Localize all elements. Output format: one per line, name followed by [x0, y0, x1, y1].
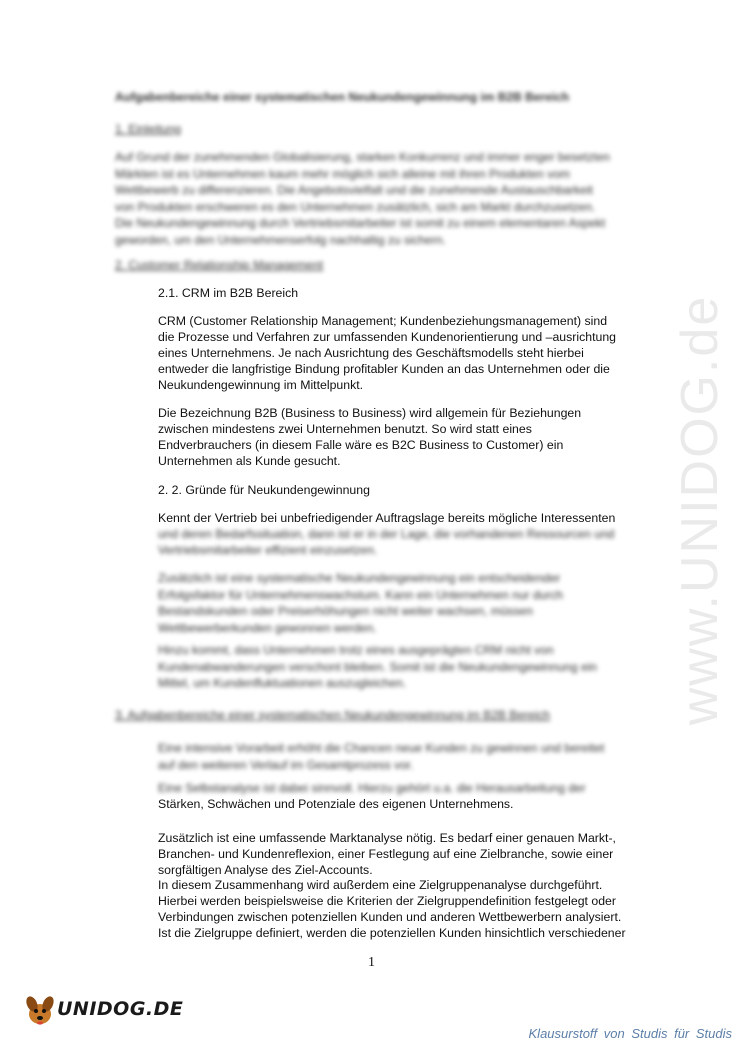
text-line: In diesem Zusammenhang wird außerdem eine Zielgruppenanalyse durchgeführt. — [158, 878, 603, 892]
text-line: Zusätzlich ist eine systematische Neukundengewinnung ein entscheidender — [158, 571, 561, 585]
watermark — [640, 250, 750, 770]
logo-text: UNIDOG.DE — [57, 998, 184, 1020]
text-line: Hierbei werden beispielsweise die Kriterien der Zielgruppendefinition festgelegt oder — [158, 894, 616, 908]
text-line: Endverbrauchers (in diesem Falle wäre es B2C Business to Customer) ein — [158, 438, 564, 452]
text-line: Erfolgsfaktor für Unternehmenswachstum. Kann ein Unternehmen nur durch — [158, 587, 563, 602]
text-line: die Prozesse und Verfahren zur umfassenden Kundenorientierung und –ausrichtung — [158, 330, 617, 344]
text-line: entweder die langfristige Bindung profitabler Kunden an das Unternehmen oder die — [158, 362, 610, 376]
text-line: und deren Bedarfssituation, dann ist er in der Lage, die vorhandenen Ressourcen und — [158, 527, 615, 541]
text-line: zwischen mindestens zwei Unternehmen benutzt. So wird statt eines — [158, 422, 532, 436]
watermark-text: www.UNIDOG.de — [671, 294, 729, 726]
text-line: Verbindungen zwischen potenziellen Kunden und anderen Wettbewerbern analysiert. — [158, 910, 622, 924]
text-line: Wettbewerberkunden gewonnen werden. — [158, 620, 377, 635]
text-line: CRM (Customer Relationship Management; Kundenbeziehungsmanagement) sind — [158, 314, 608, 328]
dog-icon — [22, 992, 58, 1028]
text-line: Bestandskunden oder Preiserhöhungen nicht weiter wachsen, müssen — [158, 604, 533, 618]
text-line: Eine intensive Vorarbeit erhöht die Chancen neue Kunden zu gewinnen und bereitet — [158, 741, 605, 755]
text-line: Kundenabwanderungen verschont bleiben. Somit ist die Neukundengewinnung ein — [158, 659, 597, 674]
text-line: geworden, um den Unternehmenserfolg nachhaltig zu sichern. — [115, 232, 446, 247]
paragraph-selfanalysis-second-line: Stärken, Schwächen und Potenziale des eigenen Unternehmens. — [158, 797, 514, 811]
text-line: eines Unternehmens. Je nach Ausrichtung des Geschäftsmodells steht hierbei — [158, 346, 584, 360]
text-line: auf den weiteren Verlauf im Gesamtprozess vor. — [158, 757, 414, 772]
text-line: Märkten ist es Unternehmen kaum mehr möglich sich alleine mit ihren Produkten vom — [115, 166, 570, 181]
text-line: Die Bezeichnung B2B (Business to Business) wird allgemein für Beziehungen — [158, 406, 582, 420]
subsection-2-1-heading: 2.1. CRM im B2B Bereich — [158, 286, 299, 300]
text-line: Ist die Zielgruppe definiert, werden die potenziellen Kunden hinsichtlich verschiedener — [158, 926, 626, 940]
document-title: Aufgabenbereiche einer systematischen Neukundengewinnung im B2B Bereich — [115, 90, 570, 104]
text-line: Mittel, um Kundenfluktuationen auszugleichen. — [158, 676, 407, 690]
text-line: von Produkten erschweren es den Unternehmen zusätzlich, sich am Markt durchzusetzen. — [115, 199, 596, 214]
section-2-heading: 2. Customer Relationship Management — [115, 258, 324, 272]
unidog-logo — [22, 990, 184, 1030]
text-line: Auf Grund der zunehmenden Globalisierung, starken Konkurrenz und immer enger besetzten — [115, 150, 610, 164]
page-number: 1 — [368, 955, 375, 970]
paragraph-selfanalysis-first-line: Eine Selbstanalyse ist dabei sinnvoll. Hierzu gehört u.a. die Herausarbeitung der — [158, 781, 586, 795]
section-3-heading: 3. Aufgabenbereiche einer systematischen Neukundengewinnung im B2B Bereich — [115, 708, 550, 722]
paragraph-reasons-first-line: Kennt der Vertrieb bei unbefriedigender Auftragslage bereits mögliche Interessenten — [158, 511, 616, 525]
text-line: Zusätzlich ist eine umfassende Marktanalyse nötig. Es bedarf einer genauen Markt-, — [158, 831, 616, 845]
section-1-heading: 1. Einleitung — [115, 122, 182, 136]
text-line: sorgfältigen Analyse des Ziel-Accounts. — [158, 863, 373, 877]
text-line: Wettbewerb zu differenzieren. Die Angebotsvielfalt und die zunehmende Austauschbarkeit — [115, 183, 593, 197]
text-line: Unternehmen als Kunde gesucht. — [158, 454, 341, 468]
text-line: Hinzu kommt, dass Unternehmen trotz eines ausgeprägten CRM nicht von — [158, 643, 554, 657]
text-line: Branchen- und Kundenreflexion, einer Festlegung auf eine Zielbranche, sowie einer — [158, 847, 614, 861]
text-line: Die Neukundengewinnung durch Vertriebsmitarbeiter ist somit zu einem elementaren Aspekt — [115, 216, 606, 230]
subsection-2-2-heading: 2. 2. Gründe für Neukundengewinnung — [158, 483, 370, 497]
text-line: Neukundengewinnung im Mittelpunkt. — [158, 378, 364, 392]
text-line: Vertriebsmitarbeiter effizient einzusetzen. — [158, 543, 378, 557]
footer-slogan: Klausurstoff von Studis für Studis — [528, 1026, 732, 1041]
